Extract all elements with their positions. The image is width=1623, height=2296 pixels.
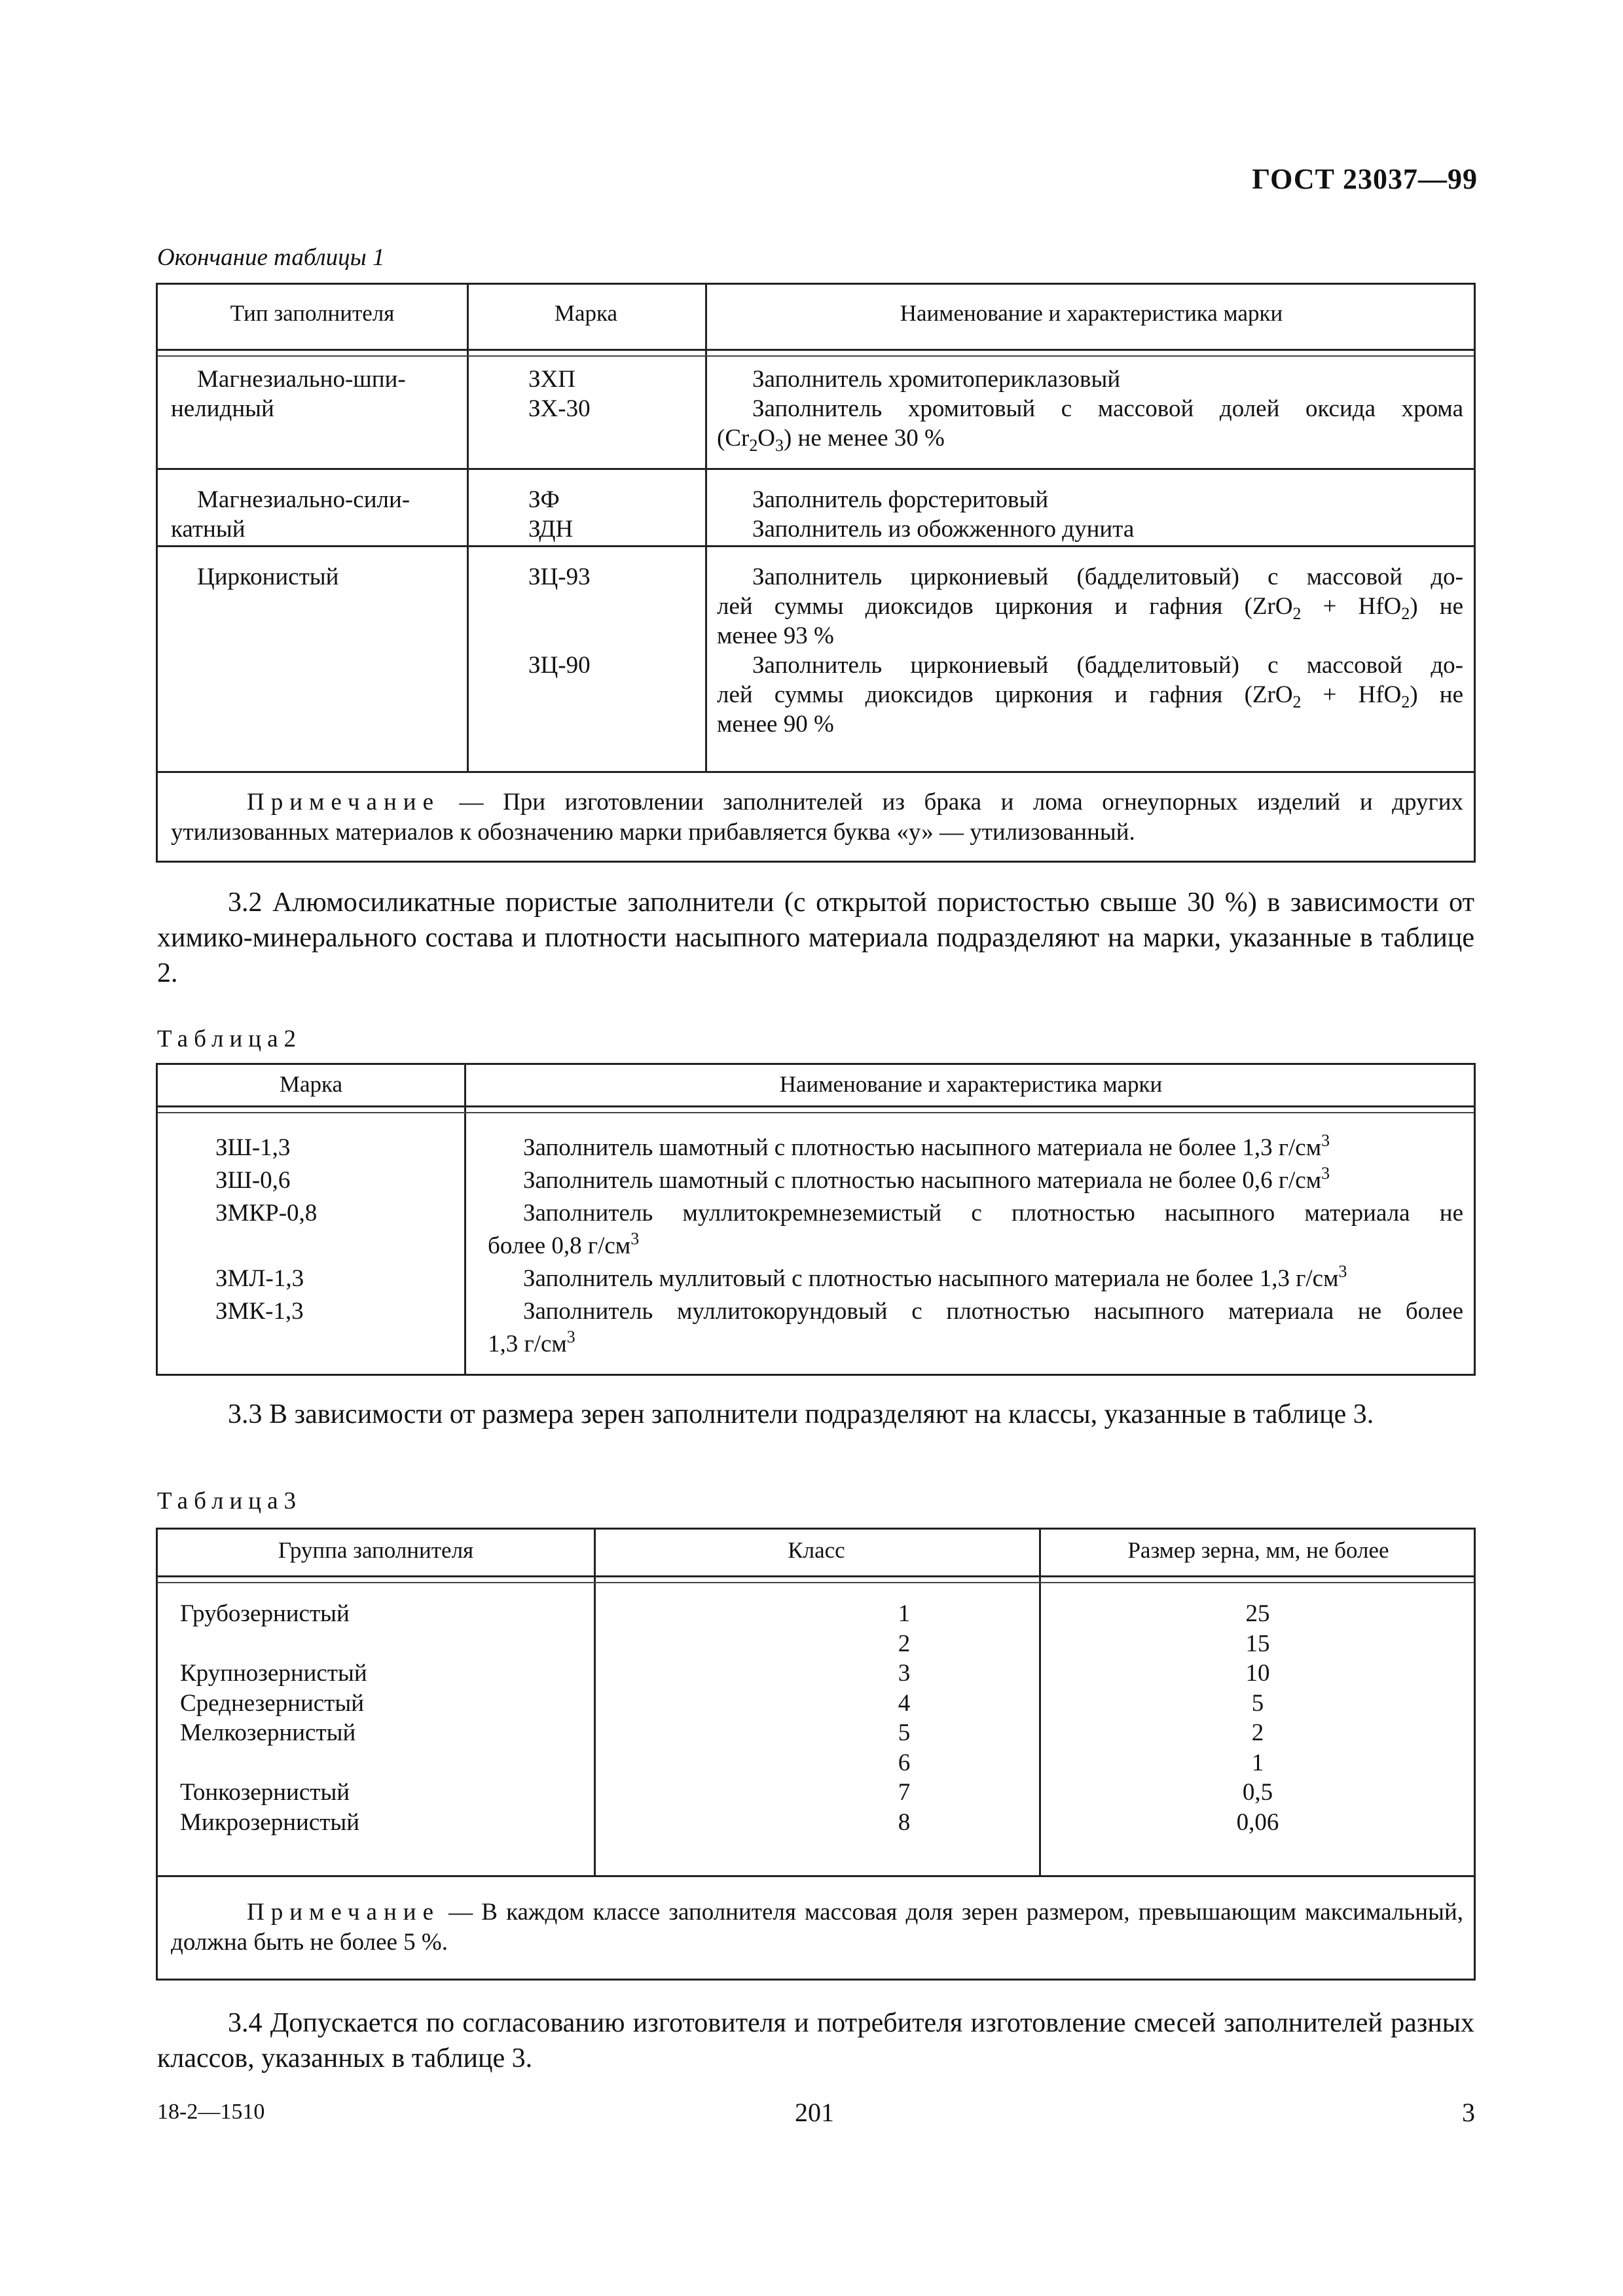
mark-value: ЗФ [528, 486, 560, 513]
mark-value: ЗХ-30 [528, 395, 591, 422]
size-value: 5 [1251, 1689, 1264, 1717]
mark-value: ЗШ-1,3 [215, 1134, 291, 1161]
paragraph-3-3: 3.3 В зависимости от размера зерен заполнители подразделяют на классы, указанные в таблице 3. [228, 1399, 1374, 1429]
desc-line: лей суммы диоксидов циркония и гафния (ZrO$_2$ + HfO$_2$) не [717, 681, 1463, 711]
size-value: 2 [1251, 1719, 1264, 1746]
table3-caption: Таблица3 [157, 1488, 302, 1515]
desc-line: менее 90 % [717, 711, 834, 738]
table3-header-group: Группа заполнителя [278, 1537, 474, 1563]
desc-line: Заполнитель хромитопериклазовый [752, 366, 1121, 393]
type-label: Магнезиально-сили- [197, 486, 410, 513]
table3-note: Примечание — В каждом классе заполнителя массовая доля зерен размером, превышающим максимальный, должна быть не более 5 %. [171, 1899, 1463, 1956]
size-value: 25 [1245, 1600, 1270, 1627]
mark-value: ЗХП [528, 366, 575, 393]
class-value: 8 [898, 1808, 911, 1836]
desc-line: Заполнитель циркониевый (бадделитовый) с массовой до- [752, 652, 1463, 679]
class-value: 7 [898, 1779, 911, 1806]
group-label: Среднезернистый [180, 1689, 365, 1717]
desc-line: Заполнитель шамотный с плотностью насыпного материала не более 0,6 $г/см^3$ [523, 1164, 1330, 1194]
class-value: 2 [898, 1630, 911, 1657]
size-value: 1 [1251, 1749, 1264, 1776]
desc-line: более 0,8 $г/см^3$ [488, 1229, 640, 1259]
desc-line: Заполнитель из обожженного дунита [752, 516, 1135, 543]
footer-sheet-number: 3 [1462, 2098, 1475, 2127]
group-label: Грубозернистый [180, 1600, 350, 1627]
mark-value: ЗМКР-0,8 [215, 1200, 318, 1227]
desc-line: Заполнитель форстеритовый [752, 486, 1049, 513]
table3-header-size: Размер зерна, мм, не более [1127, 1537, 1389, 1563]
group-label: Тонкозернистый [180, 1779, 350, 1806]
class-value: 3 [898, 1660, 911, 1687]
mark-value: ЗЦ-90 [528, 652, 591, 679]
desc-line: Заполнитель муллитокорундовый с плотностью насыпного материала не более [523, 1298, 1463, 1325]
mark-value: ЗМК-1,3 [215, 1298, 304, 1325]
table1-header-mark: Марка [554, 300, 618, 326]
table1 [156, 283, 1476, 863]
paragraph-3-4: 3.4 Допускается по согласованию изготовителя и потребителя изготовление смесей заполнителей разных классов, указанных в таблице 3. [157, 2008, 1474, 2073]
table2-caption: Таблица2 [157, 1026, 302, 1052]
type-label: нелидный [171, 395, 274, 422]
table2 [156, 1063, 1476, 1376]
table2-header-mark: Марка [279, 1071, 343, 1097]
table3 [156, 1528, 1476, 1981]
table1-continuation-caption: Окончание таблицы 1 [157, 244, 385, 271]
type-label: Цирконистый [197, 564, 339, 590]
paragraph-3-2: 3.2 Алюмосиликатные пористые заполнители (с открытой пористостью свыше 30 %) в зависимости от химико-минерального состава и плотности насыпного материала подразделяют на марки, указанные в таблице 2. [157, 888, 1474, 988]
desc-line: Заполнитель муллитокремнеземистый с плотностью насыпного материала не [523, 1200, 1463, 1227]
mark-value: ЗМЛ-1,3 [215, 1265, 304, 1292]
table-row [171, 365, 459, 423]
size-value: 0,5 [1242, 1779, 1273, 1806]
desc-line: Заполнитель муллитовый с плотностью насыпного материала не более 1,3 $г/см^3$ [523, 1262, 1347, 1292]
standard-number: ГОСТ 23037—99 [1252, 163, 1478, 195]
size-value: 10 [1245, 1660, 1270, 1687]
type-label: Магнезиально-шпи- [197, 366, 406, 393]
group-label [180, 1748, 367, 1778]
desc-line: Заполнитель циркониевый (бадделитовый) с массовой до- [752, 564, 1463, 590]
mark-value: ЗШ-0,6 [215, 1167, 291, 1194]
desc-line: лей суммы диоксидов циркония и гафния (ZrO$_2$ + HfO$_2$) не [717, 593, 1463, 623]
class-value: 4 [898, 1689, 911, 1717]
desc-line: Заполнитель хромитовый с массовой долей оксида хрома [752, 395, 1463, 422]
table3-header-class: Класс [788, 1537, 845, 1563]
group-label: Крупнозернистый [180, 1660, 367, 1687]
table1-header-desc: Наименование и характеристика марки [900, 300, 1283, 326]
class-value: 6 [898, 1749, 911, 1776]
table1-note: Примечание — При изготовлении заполнителей из брака и лома огнеупорных изделий и других утилизованных материалов к обозначению марки прибавляется буква «у» — утилизованный. [171, 789, 1463, 846]
footer-code: 18-2—1510 [157, 2100, 265, 2124]
group-label: Мелкозернистый [180, 1719, 356, 1746]
table1-header-type: Тип заполнителя [230, 300, 395, 326]
group-label: Микрозернистый [180, 1808, 360, 1836]
mark-value: ЗЦ-93 [528, 564, 591, 590]
table2-header-desc: Наименование и характеристика марки [779, 1071, 1163, 1097]
desc-line: Заполнитель шамотный с плотностью насыпного материала не более 1,3 $г/см^3$ [523, 1131, 1330, 1161]
table-row [197, 562, 459, 592]
group-label [180, 1629, 367, 1659]
class-value: 1 [898, 1600, 911, 1627]
size-value: 15 [1245, 1630, 1270, 1657]
desc-line: $(Cr_2O_3)$ не менее 30 % [717, 425, 945, 455]
class-value: 5 [898, 1719, 911, 1746]
size-value: 0,06 [1236, 1808, 1279, 1836]
desc-line: 1,3 $г/см^3$ [488, 1327, 575, 1357]
table-row [171, 485, 459, 544]
type-label: катный [171, 516, 246, 543]
desc-line: менее 93 % [717, 622, 834, 649]
footer-page-number: 201 [795, 2098, 834, 2127]
mark-value: ЗДН [528, 516, 574, 543]
